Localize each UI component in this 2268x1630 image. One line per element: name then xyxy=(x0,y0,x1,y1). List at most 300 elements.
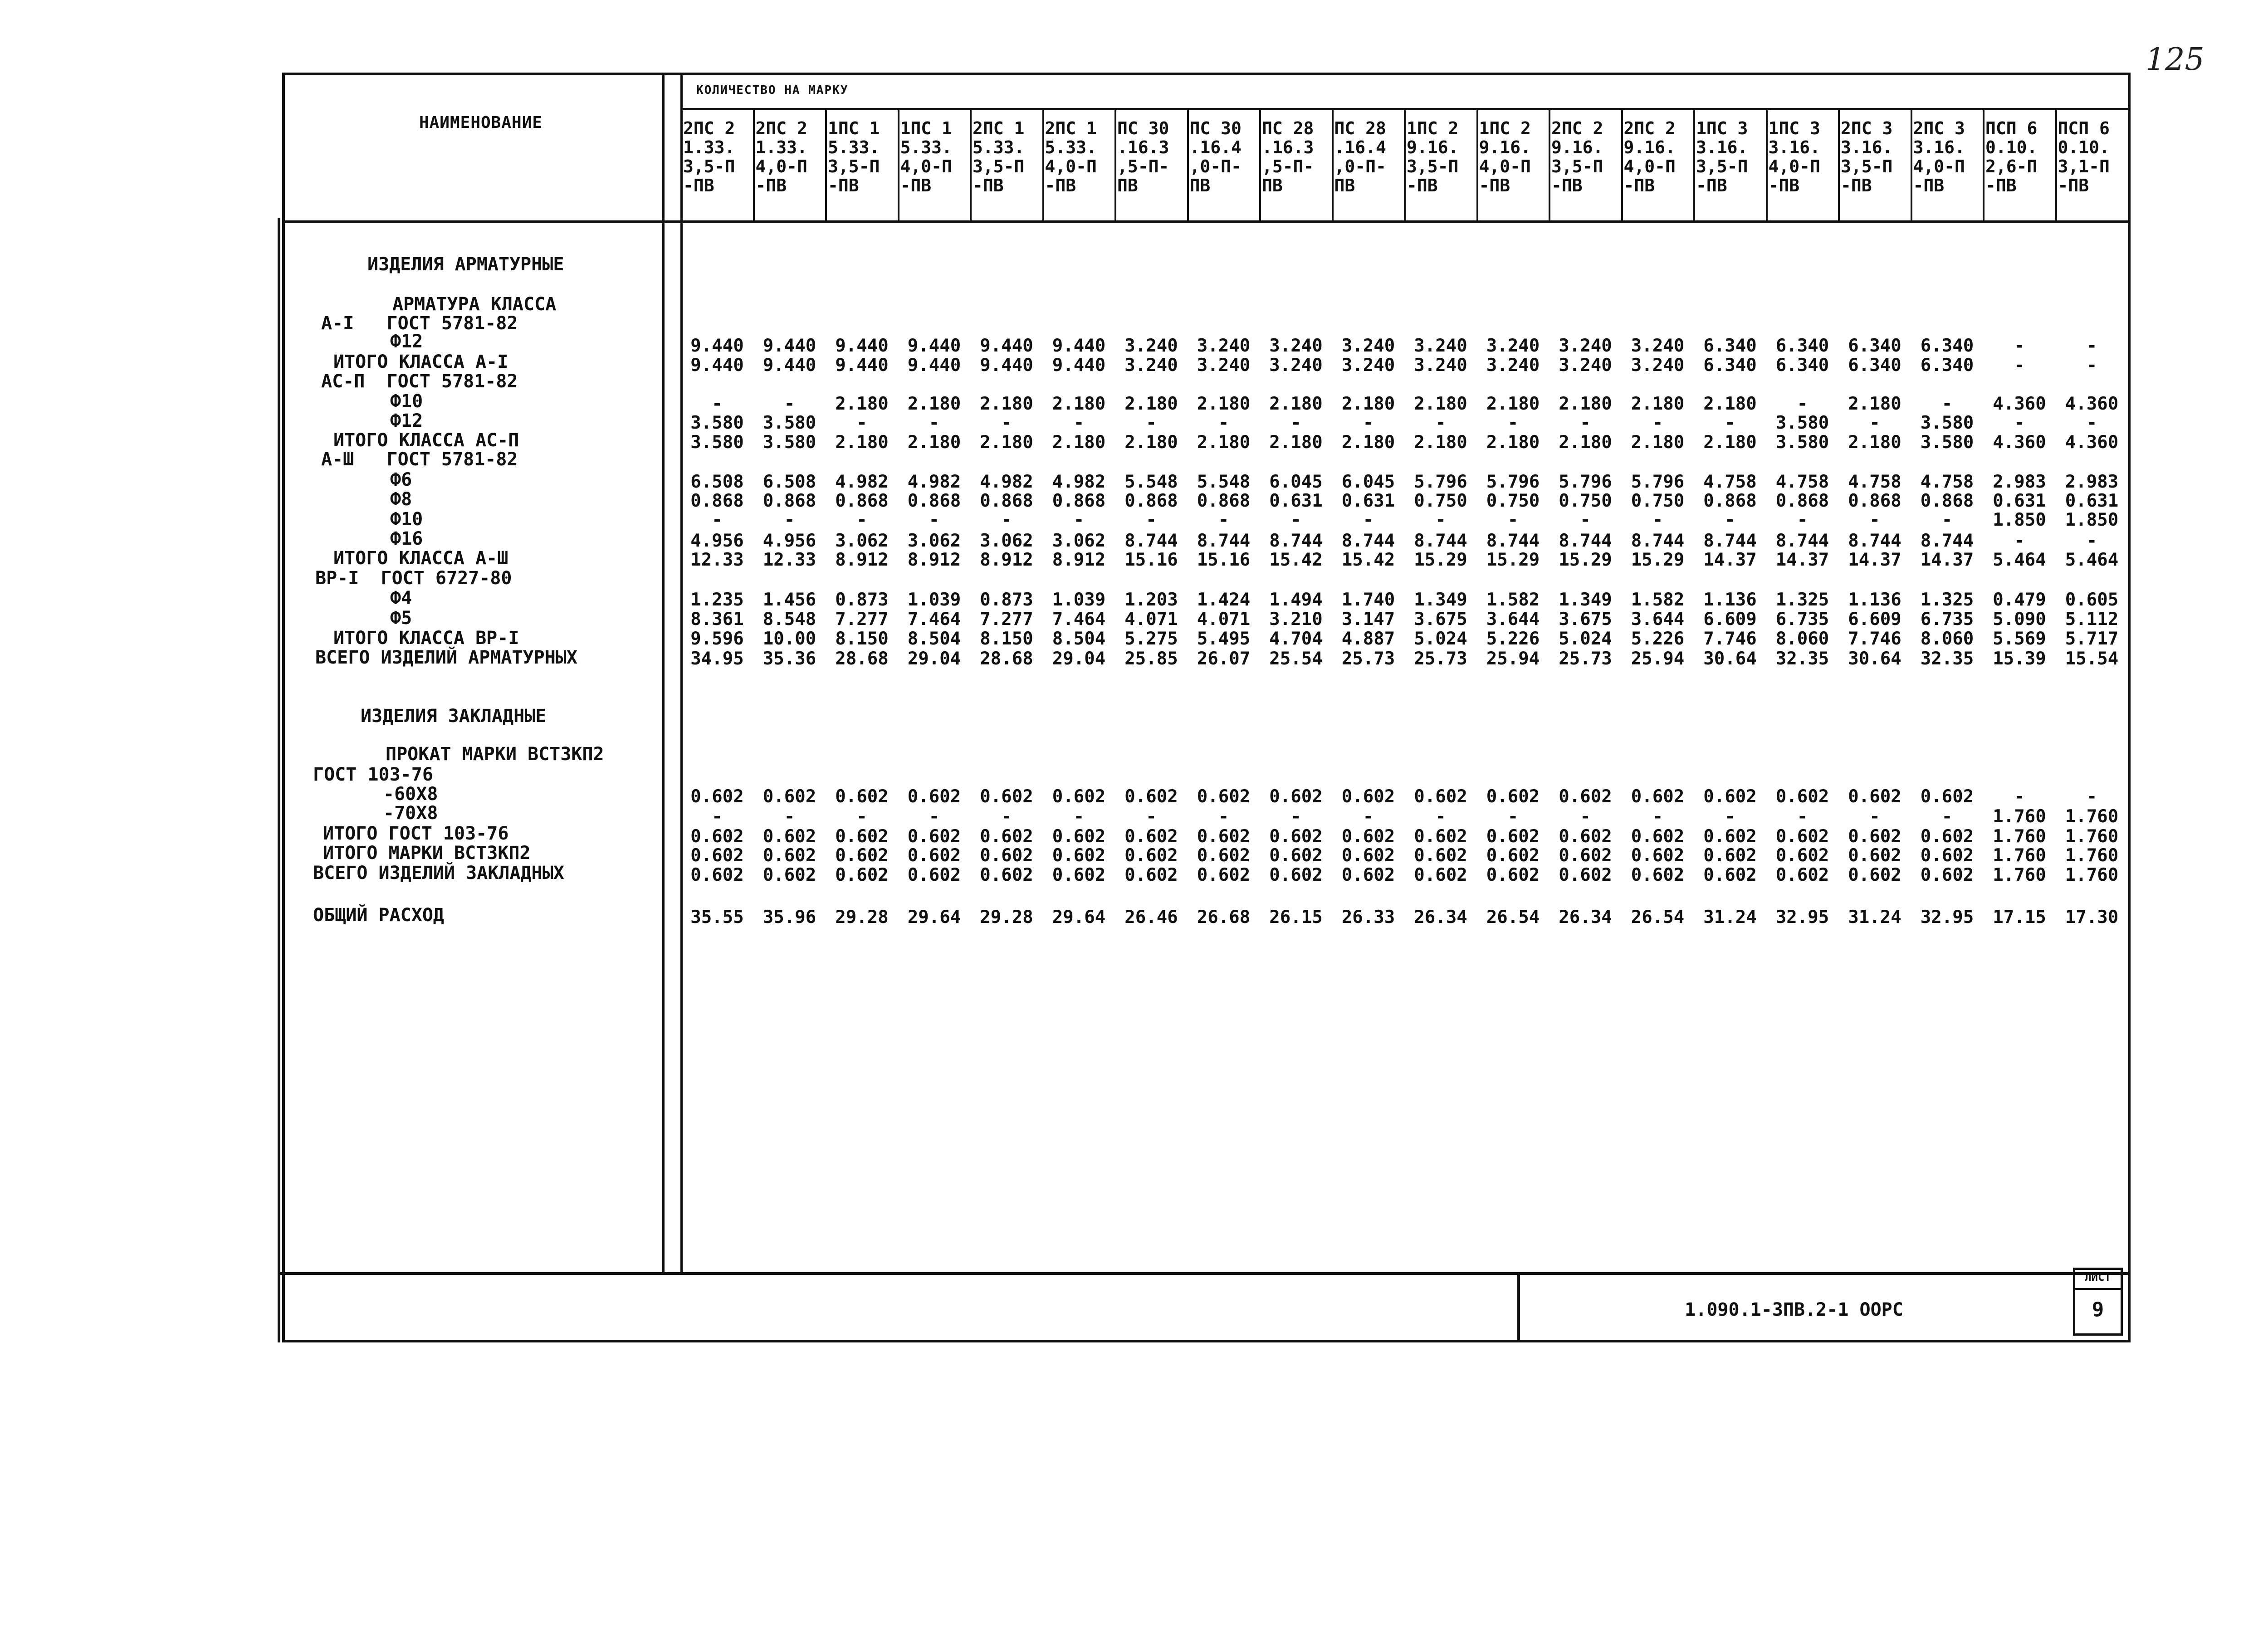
table-cell: - xyxy=(1941,510,1953,530)
table-cell: - xyxy=(1941,394,1953,414)
table-cell: 34.95 xyxy=(690,649,744,669)
table-cell: 1.760 xyxy=(1993,806,2046,827)
table-cell: 0.868 xyxy=(763,491,816,511)
table-cell: - xyxy=(2086,413,2097,433)
table-cell: 0.602 xyxy=(1197,865,1251,885)
table-cell: 7.464 xyxy=(907,609,961,630)
table-cell: 2.180 xyxy=(835,432,889,453)
table-cell: - xyxy=(2014,336,2025,356)
table-cell: 15.16 xyxy=(1124,550,1178,570)
table-cell: 0.602 xyxy=(763,826,816,847)
table-cell: 3.240 xyxy=(1414,336,1467,356)
table-cell: 0.602 xyxy=(1269,845,1323,866)
table-cell: 35.36 xyxy=(763,649,816,669)
table-cell: 0.602 xyxy=(1414,845,1467,866)
table-cell: 3.240 xyxy=(1197,355,1251,376)
table-cell: 0.602 xyxy=(1052,845,1106,866)
table-cell: 0.602 xyxy=(1775,786,1829,807)
row-label: ИЗДЕЛИЯ АРМАТУРНЫЕ xyxy=(367,254,564,275)
table-cell: 1.760 xyxy=(2065,845,2119,866)
table-cell: 8.744 xyxy=(1559,531,1612,551)
row-label: ИТОГО КЛАССА А-I xyxy=(333,351,508,372)
table-cell: 0.602 xyxy=(1341,865,1395,885)
table-cell: 0.602 xyxy=(1341,826,1395,847)
mark-header-cell: 2ПС 2 9.16. 3,5-П -ПВ xyxy=(1551,119,1603,195)
table-cell: 1.850 xyxy=(2065,510,2119,530)
mark-header-cell: 1ПС 2 9.16. 3,5-П -ПВ xyxy=(1407,119,1459,195)
table-cell: 0.602 xyxy=(1341,845,1395,866)
table-cell: 1.850 xyxy=(1993,510,2046,530)
table-cell: 8.744 xyxy=(1703,531,1757,551)
table-cell: 8.150 xyxy=(980,629,1033,649)
row-label: ИТОГО МАРКИ ВСТ3КП2 xyxy=(323,843,531,864)
table-cell: - xyxy=(1290,806,1301,827)
table-cell: 3.580 xyxy=(763,432,816,453)
table-cell: 1.136 xyxy=(1703,590,1757,610)
table-cell: 0.602 xyxy=(1197,826,1251,847)
table-cell: 5.464 xyxy=(1993,550,2046,570)
table-cell: - xyxy=(1073,806,1085,827)
table-cell: 17.30 xyxy=(2065,907,2119,927)
table-cell: 0.873 xyxy=(980,590,1033,610)
table-cell: 3.644 xyxy=(1631,609,1685,630)
table-cell: 2.180 xyxy=(1703,394,1757,414)
row-label: ПРОКАТ МАРКИ ВСТ3КП2 xyxy=(386,744,604,765)
table-cell: - xyxy=(856,806,867,827)
table-cell: 3.580 xyxy=(690,413,744,433)
mark-column-divider xyxy=(898,110,899,221)
table-cell: - xyxy=(1725,413,1735,433)
table-cell: 8.504 xyxy=(1052,629,1106,649)
table-cell: 5.275 xyxy=(1124,629,1178,649)
table-cell: - xyxy=(712,806,723,827)
mark-header-cell: 2ПС 3 3.16. 4,0-П -ПВ xyxy=(1913,119,1965,195)
table-cell: 9.440 xyxy=(1052,355,1106,376)
table-cell: 0.602 xyxy=(1920,845,1974,866)
table-cell: - xyxy=(1218,806,1229,827)
table-cell: 1.203 xyxy=(1124,590,1178,610)
mark-header-cell: ПС 28 .16.4 ,0-П- ПВ xyxy=(1334,119,1386,195)
table-cell: 0.868 xyxy=(1124,491,1178,511)
table-cell: 5.464 xyxy=(2065,550,2119,570)
table-cell: 30.64 xyxy=(1703,649,1757,669)
table-cell: 0.602 xyxy=(763,865,816,885)
table-cell: 15.54 xyxy=(2065,649,2119,669)
table-cell: 0.602 xyxy=(1631,786,1685,807)
table-cell: - xyxy=(929,413,940,433)
table-cell: 1.039 xyxy=(1052,590,1106,610)
table-cell: - xyxy=(784,510,795,530)
table-cell: 1.494 xyxy=(1269,590,1323,610)
table-cell: 5.495 xyxy=(1197,629,1251,649)
table-cell: 1.740 xyxy=(1341,590,1395,610)
table-cell: 0.602 xyxy=(835,826,889,847)
table-cell: 8.060 xyxy=(1775,629,1829,649)
table-cell: 6.609 xyxy=(1703,609,1757,630)
table-cell: - xyxy=(1001,806,1012,827)
table-cell: 0.602 xyxy=(1775,826,1829,847)
row-label: Ф12 xyxy=(390,331,423,352)
table-cell: 0.602 xyxy=(1341,786,1395,807)
row-label: ВСЕГО ИЗДЕЛИЙ АРМАТУРНЫХ xyxy=(315,647,577,668)
table-cell: 6.340 xyxy=(1920,336,1974,356)
table-cell: 8.912 xyxy=(1052,550,1106,570)
table-cell: 1.424 xyxy=(1197,590,1251,610)
table-cell: 3.240 xyxy=(1486,336,1540,356)
table-cell: 3.240 xyxy=(1269,336,1323,356)
table-cell: 26.54 xyxy=(1631,907,1685,927)
table-cell: 2.180 xyxy=(1269,432,1323,453)
mark-header-cell: 2ПС 2 1.33. 4,0-П -ПВ xyxy=(755,119,807,195)
table-cell: 7.746 xyxy=(1703,629,1757,649)
table-cell: 0.602 xyxy=(1269,786,1323,807)
table-cell: 9.440 xyxy=(907,355,961,376)
row-label: ВР-I ГОСТ 6727-80 xyxy=(315,568,512,589)
table-cell: 4.982 xyxy=(980,472,1033,492)
table-cell: 2.180 xyxy=(1703,432,1757,453)
table-cell: 31.24 xyxy=(1703,907,1757,927)
table-cell: 12.33 xyxy=(690,550,744,570)
table-cell: 9.596 xyxy=(690,629,744,649)
table-cell: 6.340 xyxy=(1775,355,1829,376)
sheet-box-divider xyxy=(2073,1288,2123,1290)
table-cell: 3.240 xyxy=(1559,355,1612,376)
table-cell: 6.045 xyxy=(1269,472,1323,492)
mark-column-divider xyxy=(1983,110,1984,221)
table-cell: 8.744 xyxy=(1269,531,1323,551)
table-cell: 0.750 xyxy=(1631,491,1685,511)
table-cell: 5.548 xyxy=(1124,472,1178,492)
mark-header-cell: 1ПС 1 5.33. 3,5-П -ПВ xyxy=(828,119,880,195)
row-label: Ф10 xyxy=(390,509,423,530)
table-cell: 0.602 xyxy=(1052,826,1106,847)
table-cell: 2.180 xyxy=(1341,432,1395,453)
table-cell: 3.240 xyxy=(1631,336,1685,356)
table-cell: 0.602 xyxy=(1920,865,1974,885)
table-cell: 6.340 xyxy=(1848,355,1901,376)
mark-column-divider xyxy=(1911,110,1912,221)
table-cell: 8.548 xyxy=(763,609,816,630)
table-cell: - xyxy=(712,394,723,414)
table-cell: - xyxy=(1290,413,1301,433)
table-cell: 8.912 xyxy=(907,550,961,570)
mark-column-divider xyxy=(1549,110,1550,221)
table-cell: - xyxy=(1363,806,1374,827)
row-label: Ф6 xyxy=(390,469,412,490)
table-cell: 2.180 xyxy=(1124,432,1178,453)
header-quantity-per-mark: КОЛИЧЕСТВО НА МАРКУ xyxy=(696,83,849,97)
table-cell: - xyxy=(2014,786,2025,807)
table-cell: 0.602 xyxy=(1124,826,1178,847)
table-cell: - xyxy=(2014,355,2025,376)
table-cell: 3.580 xyxy=(690,432,744,453)
table-cell: 35.96 xyxy=(763,907,816,927)
table-cell: 3.062 xyxy=(835,531,889,551)
table-cell: 26.34 xyxy=(1414,907,1467,927)
table-cell: 0.602 xyxy=(1631,865,1685,885)
table-cell: 0.602 xyxy=(1559,865,1612,885)
table-cell: 4.758 xyxy=(1703,472,1757,492)
row-label: Ф16 xyxy=(390,528,423,549)
table-cell: 3.644 xyxy=(1486,609,1540,630)
table-cell: - xyxy=(1001,510,1012,530)
table-cell: - xyxy=(1146,510,1157,530)
mark-column-divider xyxy=(1621,110,1623,221)
table-cell: 32.35 xyxy=(1920,649,1974,669)
table-cell: 8.912 xyxy=(980,550,1033,570)
table-cell: 15.29 xyxy=(1631,550,1685,570)
row-label: Ф10 xyxy=(390,391,423,412)
table-cell: - xyxy=(2086,355,2097,376)
table-cell: - xyxy=(1218,413,1229,433)
table-cell: 32.35 xyxy=(1775,649,1829,669)
table-cell: - xyxy=(1652,806,1663,827)
table-cell: 3.240 xyxy=(1197,336,1251,356)
table-cell: 5.548 xyxy=(1197,472,1251,492)
table-cell: 0.602 xyxy=(907,826,961,847)
table-cell: 10.00 xyxy=(763,629,816,649)
table-cell: 14.37 xyxy=(1703,550,1757,570)
table-cell: 4.360 xyxy=(2065,432,2119,453)
table-cell: 25.73 xyxy=(1341,649,1395,669)
table-cell: 4.982 xyxy=(1052,472,1106,492)
table-cell: 1.760 xyxy=(1993,845,2046,866)
table-cell: - xyxy=(1869,806,1880,827)
table-cell: 2.180 xyxy=(1269,394,1323,414)
table-cell: 8.744 xyxy=(1197,531,1251,551)
table-cell: 0.750 xyxy=(1559,491,1612,511)
mark-column-divider xyxy=(1187,110,1189,221)
mark-header-cell: 2ПС 3 3.16. 3,5-П -ПВ xyxy=(1841,119,1893,195)
table-cell: 3.240 xyxy=(1269,355,1323,376)
table-cell: 9.440 xyxy=(980,355,1033,376)
table-cell: 2.983 xyxy=(2065,472,2119,492)
table-cell: 1.325 xyxy=(1775,590,1829,610)
table-cell: 28.68 xyxy=(835,649,889,669)
table-cell: 32.95 xyxy=(1775,907,1829,927)
table-cell: - xyxy=(1435,510,1446,530)
table-cell: 1.456 xyxy=(763,590,816,610)
table-cell: - xyxy=(1797,510,1808,530)
table-cell: 4.071 xyxy=(1197,609,1251,630)
table-cell: 3.580 xyxy=(1775,432,1829,453)
table-cell: 25.54 xyxy=(1269,649,1323,669)
table-cell: 0.605 xyxy=(2065,590,2119,610)
row-label: -60Х8 xyxy=(383,784,438,805)
table-cell: - xyxy=(1652,413,1663,433)
table-cell: 6.340 xyxy=(1703,355,1757,376)
table-cell: 15.42 xyxy=(1341,550,1395,570)
table-cell: 5.796 xyxy=(1414,472,1467,492)
row-label: АС-П ГОСТ 5781-82 xyxy=(321,371,518,392)
table-cell: 0.602 xyxy=(980,786,1033,807)
mark-column-divider xyxy=(1332,110,1334,221)
table-cell: 26.34 xyxy=(1559,907,1612,927)
table-cell: 29.64 xyxy=(907,907,961,927)
table-cell: 6.340 xyxy=(1848,336,1901,356)
table-cell: 0.602 xyxy=(1559,786,1612,807)
table-cell: 3.675 xyxy=(1559,609,1612,630)
table-cell: - xyxy=(2086,531,2097,551)
table-cell: 14.37 xyxy=(1775,550,1829,570)
row-label: ИТОГО КЛАССА ВР-I xyxy=(333,628,519,649)
table-cell: 2.180 xyxy=(1848,394,1901,414)
table-cell: 2.180 xyxy=(1124,394,1178,414)
table-cell: 0.602 xyxy=(1848,786,1901,807)
table-cell: - xyxy=(856,413,867,433)
table-cell: - xyxy=(2086,336,2097,356)
data-area-left-edge xyxy=(680,73,683,1272)
table-cell: 15.39 xyxy=(1993,649,2046,669)
name-column-divider xyxy=(662,73,665,1272)
table-cell: 32.95 xyxy=(1920,907,1974,927)
table-cell: 2.180 xyxy=(1486,394,1540,414)
table-cell: 0.602 xyxy=(1486,865,1540,885)
row-label: А-Ш ГОСТ 5781-82 xyxy=(321,449,518,470)
table-cell: 4.887 xyxy=(1341,629,1395,649)
table-cell: 2.180 xyxy=(1197,432,1251,453)
table-cell: 0.602 xyxy=(1775,865,1829,885)
table-cell: 26.33 xyxy=(1341,907,1395,927)
table-cell: 0.602 xyxy=(1269,826,1323,847)
table-cell: 0.602 xyxy=(1703,786,1757,807)
table-cell: - xyxy=(1146,413,1157,433)
table-cell: 3.580 xyxy=(763,413,816,433)
table-cell: 0.602 xyxy=(1414,826,1467,847)
table-cell: 0.602 xyxy=(1486,786,1540,807)
table-cell: 3.580 xyxy=(1775,413,1829,433)
row-label: Ф5 xyxy=(390,608,412,629)
table-cell: - xyxy=(1580,510,1591,530)
table-cell: 4.758 xyxy=(1848,472,1901,492)
table-cell: 4.704 xyxy=(1269,629,1323,649)
table-cell: 0.602 xyxy=(690,845,744,866)
table-cell: - xyxy=(929,806,940,827)
table-cell: 26.07 xyxy=(1197,649,1251,669)
mark-header-cell: ПСП 6 0.10. 3,1-П -ПВ xyxy=(2058,119,2110,195)
table-cell: 0.750 xyxy=(1414,491,1467,511)
table-cell: - xyxy=(784,806,795,827)
table-cell: 6.609 xyxy=(1848,609,1901,630)
table-cell: 4.982 xyxy=(835,472,889,492)
table-cell: 0.602 xyxy=(1848,845,1901,866)
table-cell: 0.602 xyxy=(1631,826,1685,847)
row-label: А-I ГОСТ 5781-82 xyxy=(321,313,518,334)
header-bottom-line xyxy=(282,220,2131,223)
table-cell: 1.136 xyxy=(1848,590,1901,610)
document-code: 1.090.1-3ПВ.2-1 ООРС xyxy=(1685,1299,1903,1320)
table-cell: - xyxy=(1073,413,1085,433)
table-cell: 5.226 xyxy=(1631,629,1685,649)
table-cell: 0.602 xyxy=(980,845,1033,866)
table-cell: 5.112 xyxy=(2065,609,2119,630)
table-cell: 3.240 xyxy=(1559,336,1612,356)
frame-left-edge xyxy=(278,218,280,1342)
table-cell: - xyxy=(1797,394,1808,414)
table-cell: 0.631 xyxy=(1269,491,1323,511)
table-cell: 0.602 xyxy=(1703,826,1757,847)
table-cell: - xyxy=(1363,413,1374,433)
table-cell: 3.240 xyxy=(1631,355,1685,376)
table-cell: 6.508 xyxy=(690,472,744,492)
table-cell: 8.744 xyxy=(1486,531,1540,551)
table-cell: 1.760 xyxy=(2065,806,2119,827)
table-cell: 25.94 xyxy=(1486,649,1540,669)
table-cell: 9.440 xyxy=(980,336,1033,356)
row-label: ИТОГО ГОСТ 103-76 xyxy=(323,823,509,844)
table-cell: 3.240 xyxy=(1124,355,1178,376)
row-label: ОБЩИЙ РАСХОД xyxy=(313,905,444,926)
row-label: Ф12 xyxy=(390,410,423,431)
table-cell: - xyxy=(1435,413,1446,433)
table-cell: 0.602 xyxy=(1486,845,1540,866)
table-cell: 0.602 xyxy=(1920,826,1974,847)
mark-column-divider xyxy=(825,110,827,221)
table-cell: 9.440 xyxy=(690,355,744,376)
table-cell: 4.956 xyxy=(690,531,744,551)
table-cell: 8.744 xyxy=(1920,531,1974,551)
mark-header-cell: ПСП 6 0.10. 2,6-П -ПВ xyxy=(1985,119,2038,195)
table-cell: 8.504 xyxy=(907,629,961,649)
row-label: ИТОГО КЛАССА АС-П xyxy=(333,430,519,451)
table-cell: 1.039 xyxy=(907,590,961,610)
table-cell: 0.602 xyxy=(835,786,889,807)
table-cell: 0.602 xyxy=(763,786,816,807)
table-cell: 8.744 xyxy=(1341,531,1395,551)
table-cell: 9.440 xyxy=(763,355,816,376)
table-cell: 8.060 xyxy=(1920,629,1974,649)
table-cell: 3.147 xyxy=(1341,609,1395,630)
table-cell: - xyxy=(1001,413,1012,433)
mark-header-cell: 1ПС 2 9.16. 4,0-П -ПВ xyxy=(1479,119,1531,195)
table-cell: 0.602 xyxy=(907,865,961,885)
table-cell: 26.68 xyxy=(1197,907,1251,927)
table-cell: 25.73 xyxy=(1414,649,1467,669)
table-cell: 4.758 xyxy=(1920,472,1974,492)
table-cell: 2.180 xyxy=(1559,394,1612,414)
table-cell: - xyxy=(1797,806,1808,827)
table-cell: 26.46 xyxy=(1124,907,1178,927)
table-cell: 0.602 xyxy=(1197,845,1251,866)
table-cell: 3.062 xyxy=(907,531,961,551)
mark-header-cell: 1ПС 3 3.16. 3,5-П -ПВ xyxy=(1696,119,1748,195)
table-cell: 7.464 xyxy=(1052,609,1106,630)
table-cell: 4.360 xyxy=(1993,432,2046,453)
table-cell: 3.675 xyxy=(1414,609,1467,630)
table-cell: 0.602 xyxy=(1124,865,1178,885)
mark-column-divider xyxy=(753,110,755,221)
table-cell: 6.045 xyxy=(1341,472,1395,492)
mark-header-cell: 2ПС 2 9.16. 4,0-П -ПВ xyxy=(1623,119,1676,195)
table-cell: 1.235 xyxy=(690,590,744,610)
table-cell: 2.180 xyxy=(1414,394,1467,414)
table-cell: 7.277 xyxy=(980,609,1033,630)
table-cell: 0.602 xyxy=(1414,786,1467,807)
table-cell: - xyxy=(929,510,940,530)
table-cell: 0.602 xyxy=(1703,845,1757,866)
table-cell: 8.744 xyxy=(1631,531,1685,551)
table-cell: 29.64 xyxy=(1052,907,1106,927)
table-cell: 1.325 xyxy=(1920,590,1974,610)
table-cell: - xyxy=(2014,531,2025,551)
table-cell: 2.180 xyxy=(980,394,1033,414)
table-cell: 5.569 xyxy=(1993,629,2046,649)
table-cell: 5.796 xyxy=(1559,472,1612,492)
table-cell: 15.42 xyxy=(1269,550,1323,570)
table-cell: 0.602 xyxy=(690,826,744,847)
table-cell: 6.508 xyxy=(763,472,816,492)
row-label: ВСЕГО ИЗДЕЛИЙ ЗАКЛАДНЫХ xyxy=(313,863,564,883)
